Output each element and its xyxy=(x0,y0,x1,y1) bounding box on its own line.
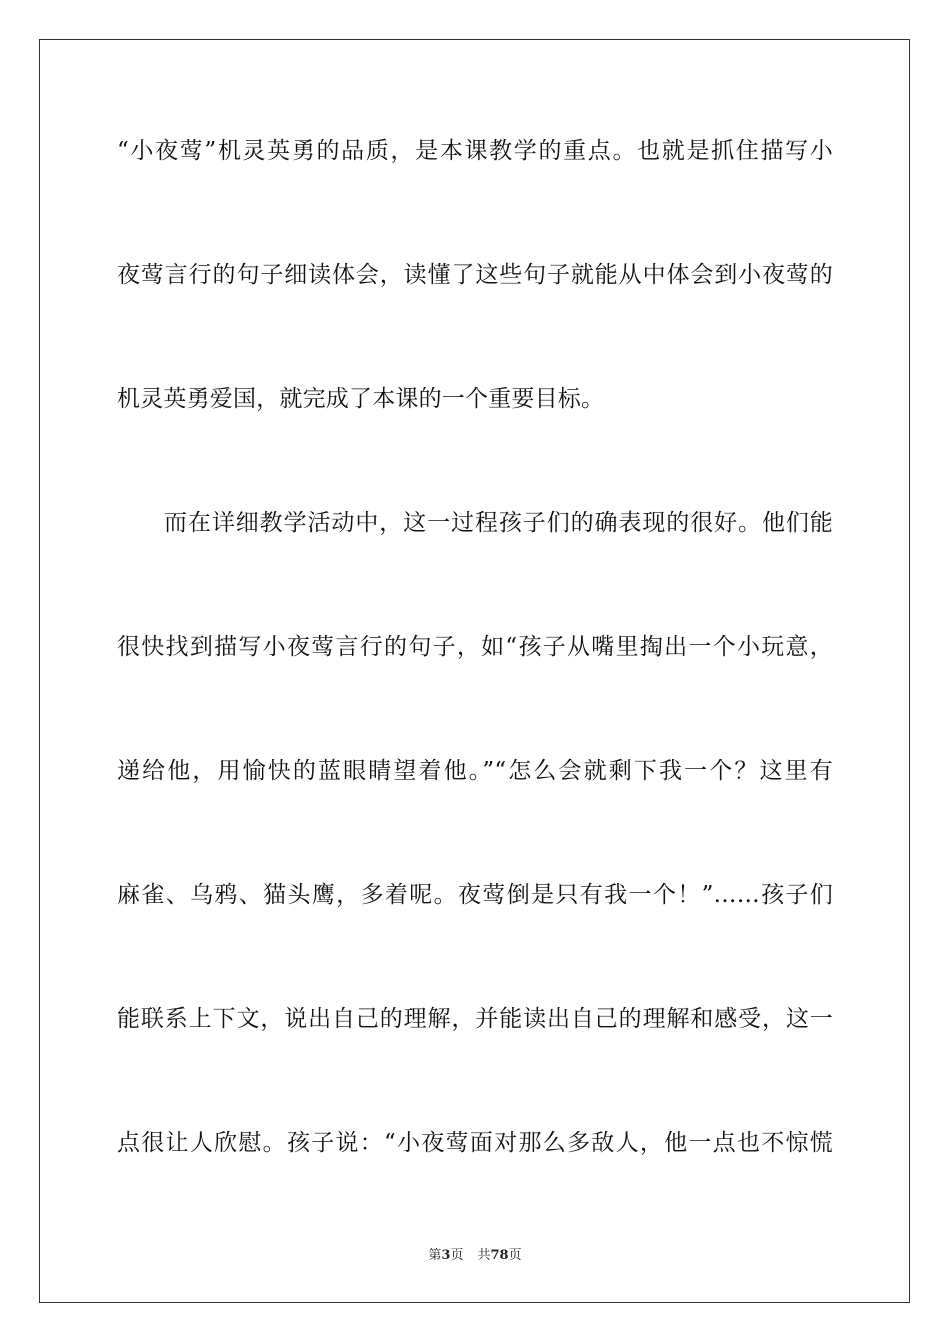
paragraph-1-line-1: “小夜莺”机灵英勇的品质，是本课教学的重点。也就是抓住描写小 xyxy=(117,138,833,164)
paragraph-2-line-2: 很快找到描写小夜莺言行的句子，如“孩子从嘴里掏出一个小玩意， xyxy=(117,634,833,660)
total-pages: 78 xyxy=(490,1248,509,1263)
paragraph-2-line-1: 而在详细教学活动中，这一过程孩子们的确表现的很好。他们能 xyxy=(164,510,833,536)
paragraph-2-line-6: 点很让人欣慰。孩子说：“小夜莺面对那么多敌人，他一点也不惊慌 xyxy=(117,1130,833,1156)
paragraph-2-line-3: 递给他，用愉快的蓝眼睛望着他。”“怎么会就剩下我一个？这里有 xyxy=(117,758,833,784)
paragraph-2-line-4: 麻雀、乌鸦、猫头鹰，多着呢。夜莺倒是只有我一个！”……孩子们 xyxy=(117,882,833,908)
total-suffix: 页 xyxy=(508,1248,522,1263)
total-prefix: 共 xyxy=(477,1248,491,1263)
page-border xyxy=(39,39,910,1303)
page-suffix: 页 xyxy=(450,1248,464,1263)
paragraph-1-line-3: 机灵英勇爱国，就完成了本课的一个重要目标。 xyxy=(117,386,605,412)
paragraph-1-line-2: 夜莺言行的句子细读体会，读懂了这些句子就能从中体会到小夜莺的 xyxy=(117,262,833,288)
page-prefix: 第 xyxy=(428,1248,442,1263)
paragraph-2-line-5: 能联系上下文，说出自己的理解，并能读出自己的理解和感受，这一 xyxy=(117,1006,833,1032)
page-footer xyxy=(0,1247,950,1265)
page-number: 3 xyxy=(441,1248,451,1263)
